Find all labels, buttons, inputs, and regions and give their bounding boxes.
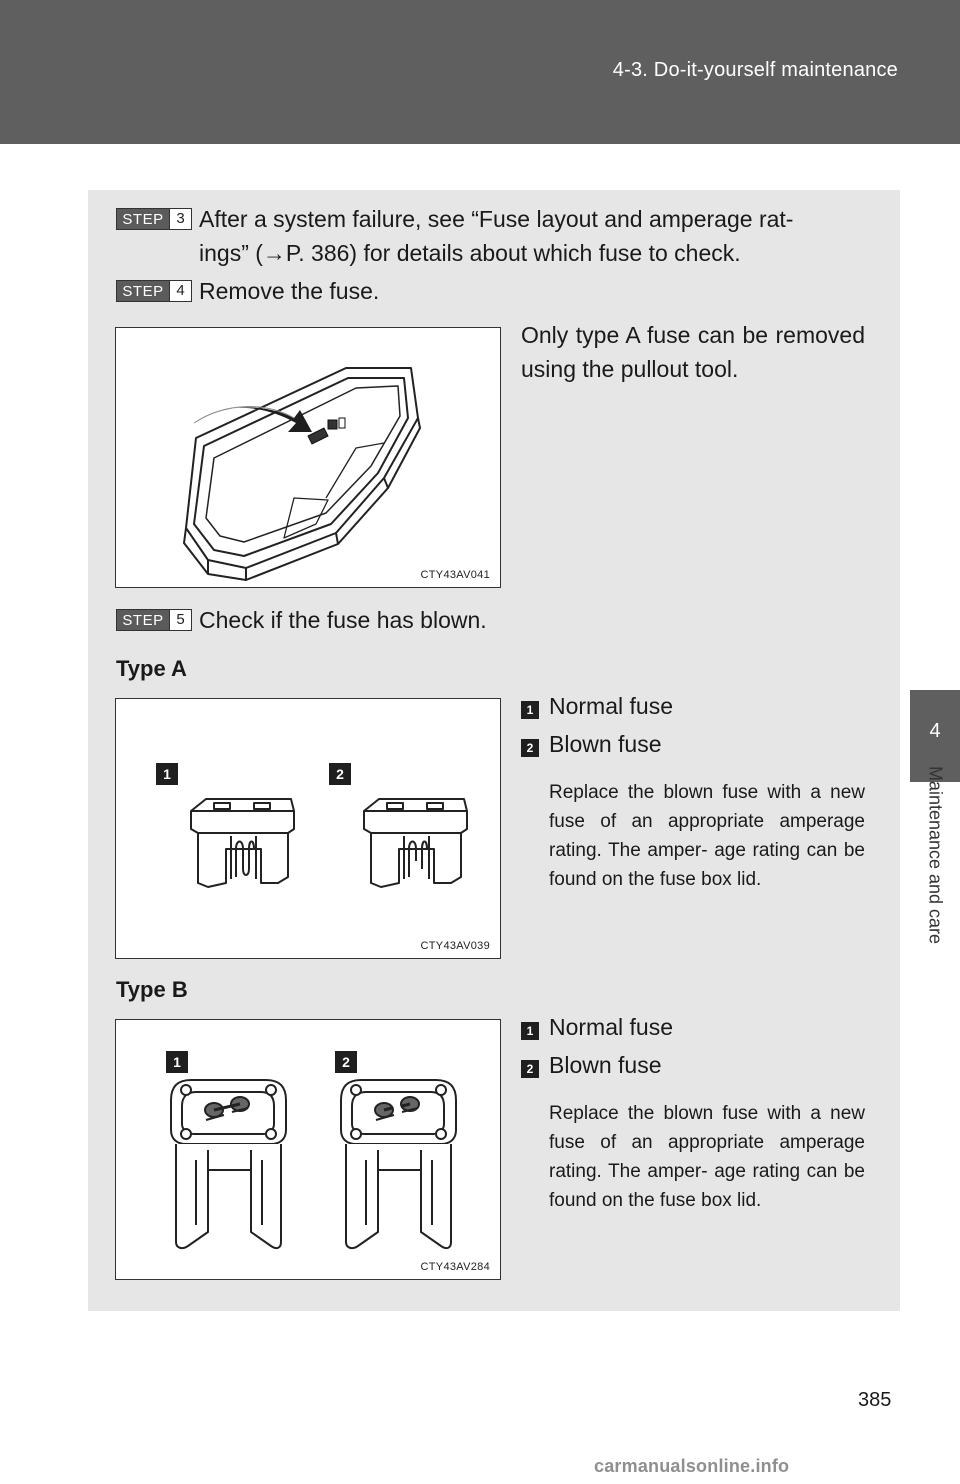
type-a-figure bbox=[115, 698, 501, 959]
figure-label-2: 2 bbox=[329, 763, 351, 785]
step-5-text: Check if the fuse has blown. bbox=[199, 607, 487, 633]
type-b-note: Replace the blown fuse with a new fuse of an appropriate amperage rating. The amper- age rating can be found on the fuse box lid. bbox=[549, 1103, 865, 1211]
watermark: carmanualsonline.info bbox=[594, 1456, 790, 1476]
step-5-badge bbox=[116, 609, 192, 631]
type-a-item-2: Blown fuse bbox=[549, 731, 662, 757]
step-word: STEP bbox=[116, 280, 170, 302]
figure-label-1: 1 bbox=[156, 763, 178, 785]
item-1-badge: 1 bbox=[521, 1022, 539, 1040]
section-title: 4-3. Do-it-yourself maintenance bbox=[612, 59, 898, 81]
type-a-heading: Type A bbox=[116, 656, 187, 681]
item-2-badge: 2 bbox=[521, 1060, 539, 1078]
page-number: 385 bbox=[858, 1389, 892, 1411]
step-word: STEP bbox=[116, 609, 170, 631]
item-1-badge: 1 bbox=[521, 701, 539, 719]
fuse-box-illustration bbox=[116, 328, 499, 586]
type-a-fuses-illustration bbox=[116, 699, 499, 957]
item-2-badge: 2 bbox=[521, 739, 539, 757]
figure-code: CTY43AV039 bbox=[420, 940, 490, 952]
type-b-item-2: Blown fuse bbox=[549, 1052, 662, 1078]
step-number: 3 bbox=[170, 208, 192, 230]
step-4-text: Remove the fuse. bbox=[199, 278, 380, 304]
figure-label-2: 2 bbox=[335, 1051, 357, 1073]
type-a-note: Replace the blown fuse with a new fuse of an appropriate amperage rating. The amper- age rating can be found on the fuse box lid. bbox=[549, 782, 865, 890]
type-b-heading: Type B bbox=[116, 977, 188, 1002]
step-word: STEP bbox=[116, 208, 170, 230]
content-panel bbox=[88, 190, 900, 1311]
step-3-line-2: ings” (→P. 386) for details about which fuse to check. bbox=[199, 240, 741, 266]
step-3-line-1: After a system failure, see “Fuse layout and amperage rat- bbox=[199, 206, 794, 232]
figure-code: CTY43AV284 bbox=[420, 1261, 490, 1273]
step-number: 5 bbox=[170, 609, 192, 631]
figure-label-1: 1 bbox=[166, 1051, 188, 1073]
pullout-tool-figure bbox=[115, 327, 501, 588]
type-b-figure bbox=[115, 1019, 501, 1280]
chapter-number: 4 bbox=[929, 720, 941, 742]
step-4-badge bbox=[116, 280, 192, 302]
type-b-item-1: Normal fuse bbox=[549, 1014, 673, 1040]
type-a-item-1: Normal fuse bbox=[549, 693, 673, 719]
chapter-title: Maintenance and care bbox=[925, 765, 946, 945]
figure-code: CTY43AV041 bbox=[420, 569, 490, 581]
page-header bbox=[0, 0, 960, 144]
step-number: 4 bbox=[170, 280, 192, 302]
pullout-note: Only type A fuse can be removed using the pullout tool. bbox=[521, 322, 865, 382]
step-3-badge bbox=[116, 208, 192, 230]
